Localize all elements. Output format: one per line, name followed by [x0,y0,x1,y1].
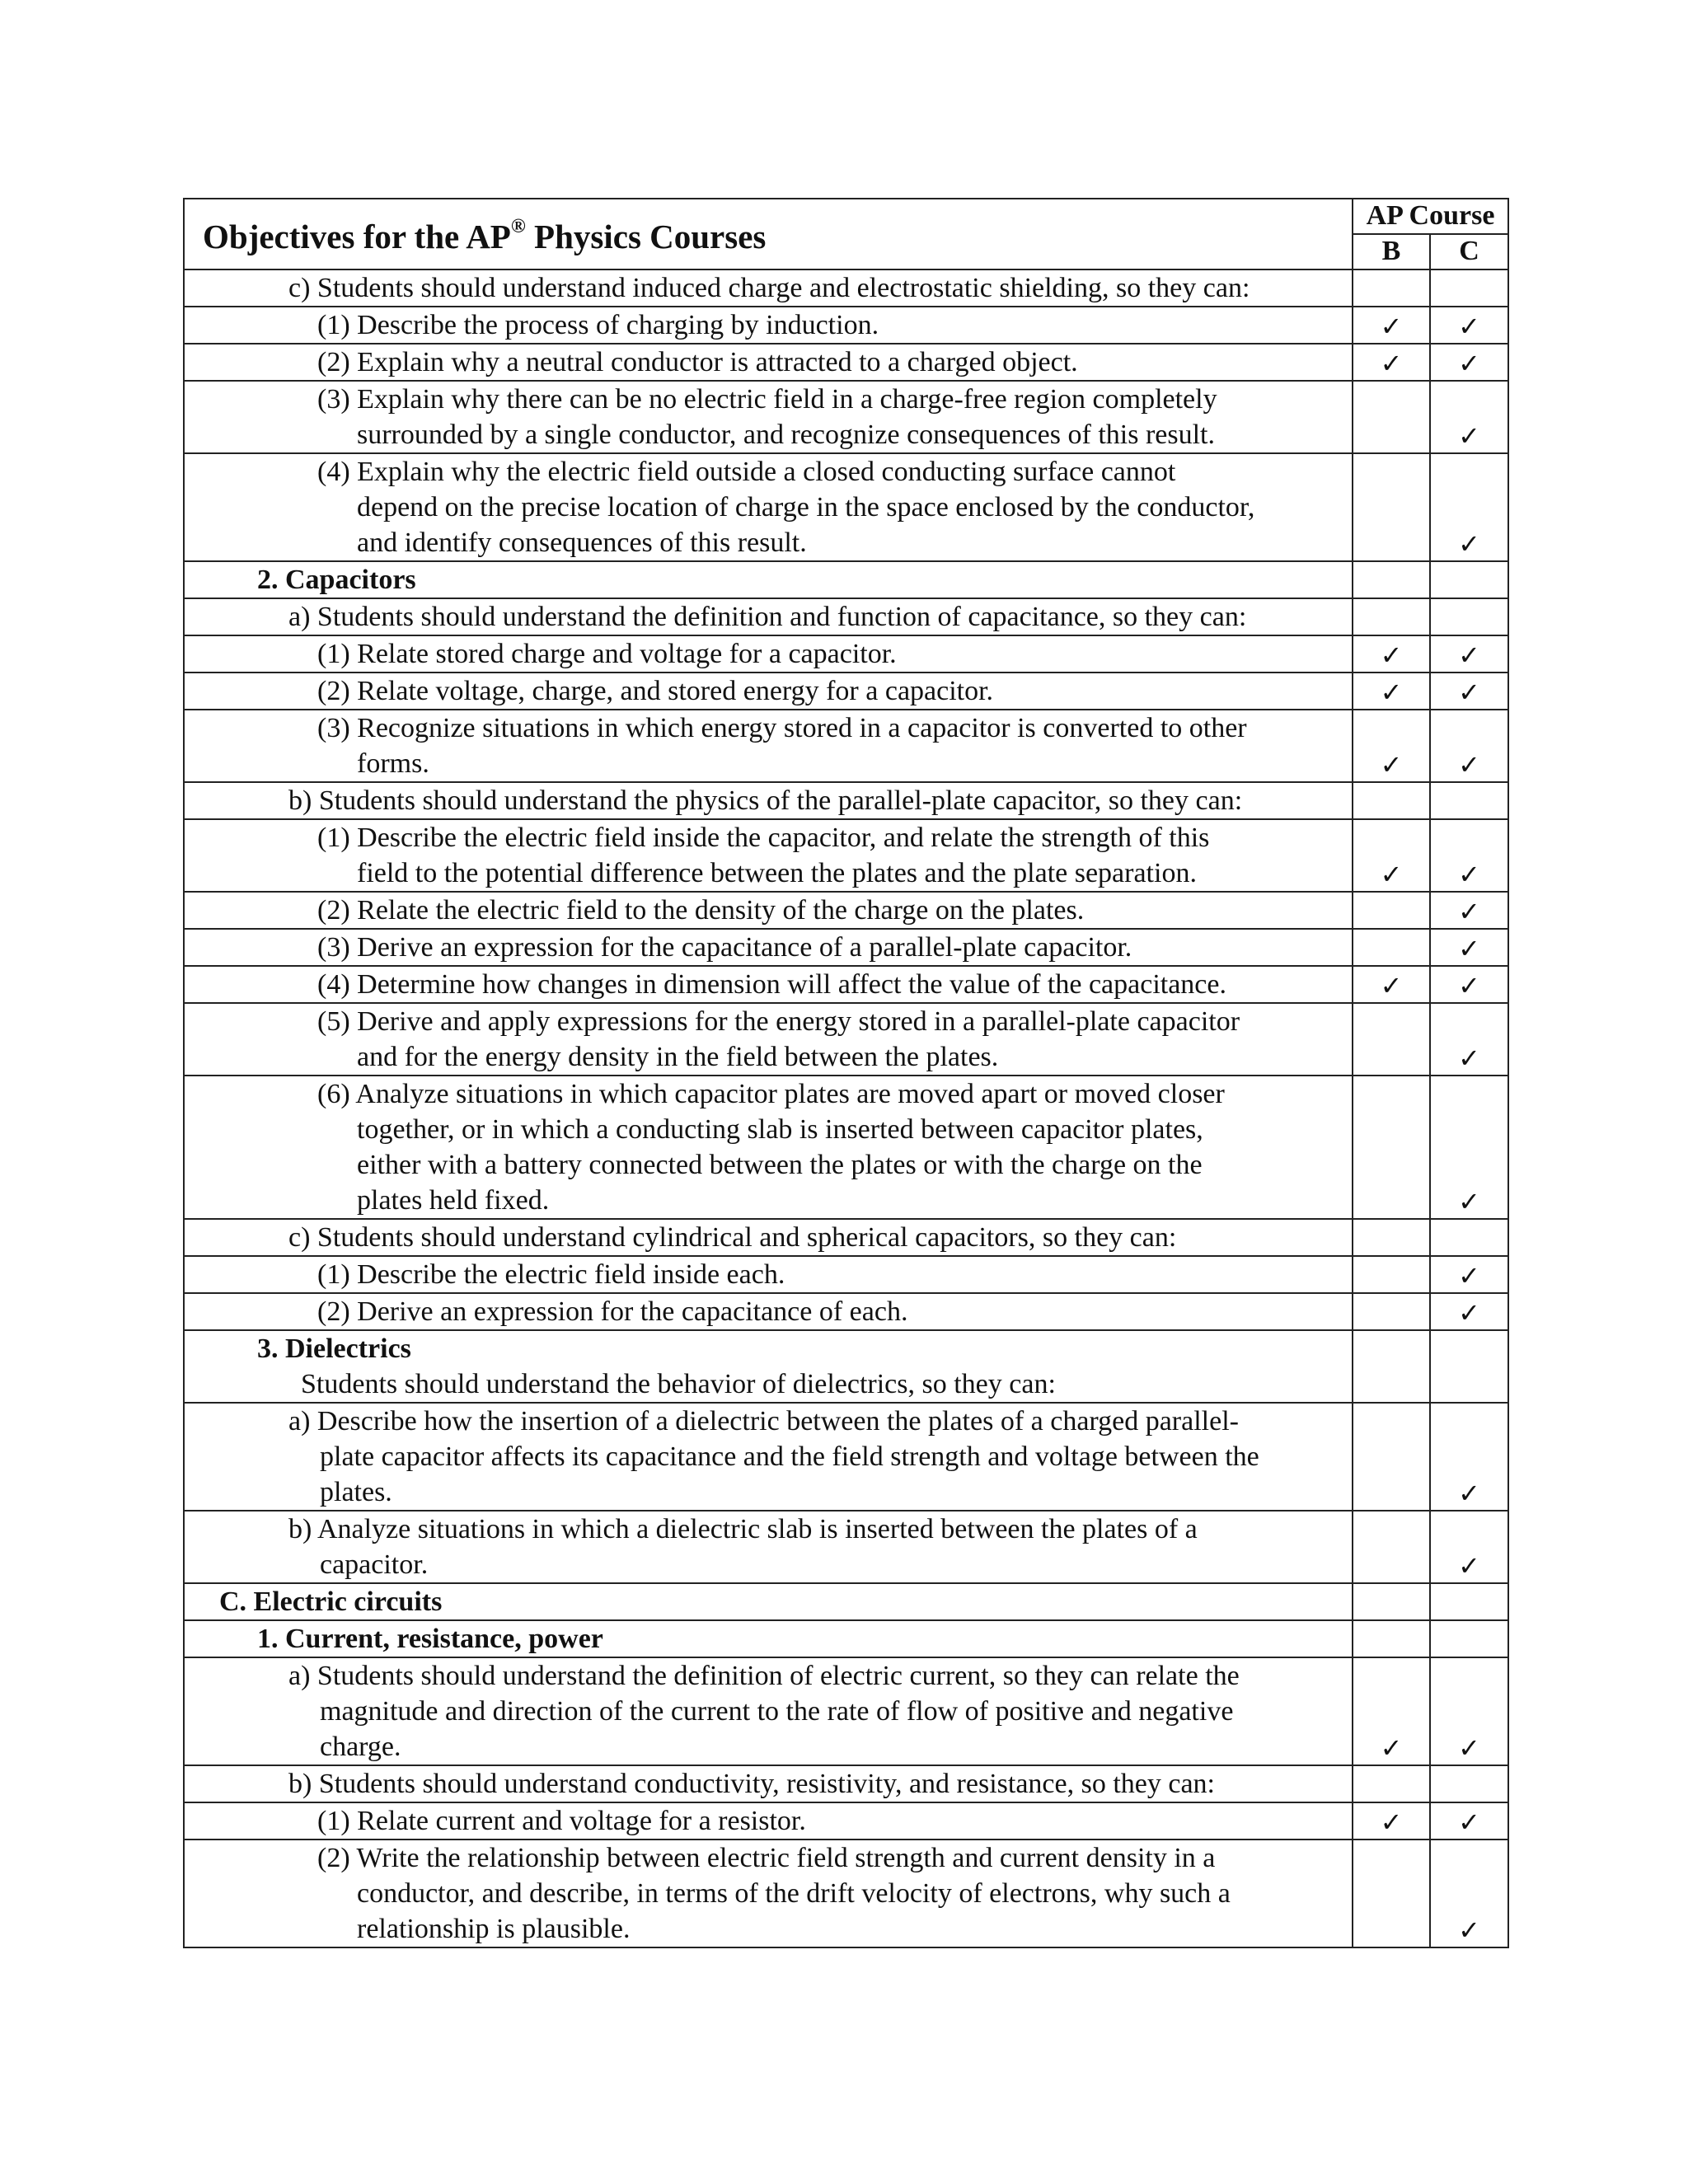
objective-text-line: 3. Dielectrics [257,1333,411,1364]
course-c-check: ✓ [1430,307,1508,344]
objectives-table-body [184,199,1508,1947]
course-b-check [1353,1219,1430,1256]
objective-row [184,929,1508,966]
objective-text-cell [184,1765,1353,1802]
objective-row [184,381,1508,453]
course-c-check [1430,1765,1508,1802]
objective-text-cell [184,598,1353,635]
course-b-check [1353,1003,1430,1076]
objective-text-cell [184,892,1353,929]
course-c-check [1430,269,1508,307]
registered-mark: ® [510,216,526,238]
course-c-check: ✓ [1430,1003,1508,1076]
objective-text-cell [184,1620,1353,1657]
objective-row [184,1620,1508,1657]
objective-row [184,782,1508,819]
course-b-check: ✓ [1353,1802,1430,1840]
objective-row [184,1219,1508,1256]
objective-row [184,598,1508,635]
objective-row [184,966,1508,1003]
objective-row [184,1293,1508,1330]
objective-text-cell [184,1657,1353,1765]
objective-text-line: b) Students should understand the physics of the parallel-plate capacitor, so they can: [288,785,1243,816]
objective-text-cell [184,1511,1353,1583]
objective-row [184,635,1508,673]
course-c-check [1430,1219,1508,1256]
objective-text-line: conductor, and describe, in terms of the drift velocity of electrons, why such a [357,1878,1231,1909]
objective-text-line: (2) Relate the electric field to the density of the charge on the plates. [317,895,1085,926]
course-b-check [1353,1403,1430,1511]
objective-text-cell [184,561,1353,598]
objective-text-line: 2. Capacitors [257,565,416,595]
course-b-check: ✓ [1353,344,1430,381]
column-c-header: C [1430,234,1508,269]
course-c-check: ✓ [1430,1256,1508,1293]
title-rest: Physics Courses [525,218,767,255]
course-b-check [1353,561,1430,598]
objective-row [184,307,1508,344]
objective-text-cell [184,1076,1353,1219]
objective-row [184,1583,1508,1620]
objective-text-cell [184,1840,1353,1947]
objective-text-cell [184,1802,1353,1840]
objective-text-line: c) Students should understand induced charge and electrostatic shielding, so they can: [288,273,1250,303]
objective-row [184,453,1508,561]
objective-text-line: b) Students should understand conductivity, resistivity, and resistance, so they can: [288,1769,1215,1799]
objective-text-cell [184,1583,1353,1620]
objective-text-line: and for the energy density in the field between the plates. [357,1042,999,1072]
objective-text-line: (2) Write the relationship between electric field strength and current density in a [317,1843,1216,1873]
objective-text-line: b) Analyze situations in which a dielectric slab is inserted between the plates of a [288,1514,1198,1544]
course-c-check [1430,782,1508,819]
objective-text-line: forms. [357,748,429,779]
objective-text-line: surrounded by a single conductor, and recognize consequences of this result. [357,419,1215,450]
course-b-check [1353,1620,1430,1657]
objective-text-cell [184,1003,1353,1076]
objective-text-cell [184,269,1353,307]
course-c-check: ✓ [1430,1076,1508,1219]
course-c-check: ✓ [1430,966,1508,1003]
objective-text-cell [184,710,1353,782]
course-b-check [1353,598,1430,635]
objective-row [184,1802,1508,1840]
objective-text-line: relationship is plausible. [357,1914,631,1944]
objective-text-line: (2) Explain why a neutral conductor is attracted to a charged object. [317,347,1078,377]
objective-row [184,1403,1508,1511]
objective-text-cell [184,307,1353,344]
objective-text-cell [184,1330,1353,1403]
objective-text-cell [184,1403,1353,1511]
ap-course-header: AP Course [1353,199,1508,234]
course-c-check: ✓ [1430,1657,1508,1765]
course-b-check: ✓ [1353,966,1430,1003]
objective-text-line: Students should understand the behavior of dielectrics, so they can: [301,1369,1056,1399]
objective-row [184,344,1508,381]
objective-row [184,1840,1508,1947]
objectives-page [183,198,1507,1948]
course-c-check [1430,561,1508,598]
course-b-check: ✓ [1353,1657,1430,1765]
course-c-check: ✓ [1430,1403,1508,1511]
course-c-check [1430,1620,1508,1657]
objective-text-line: field to the potential difference between the plates and the plate separation. [357,858,1197,888]
objective-text-line: depend on the precise location of charge in the space enclosed by the conductor, [357,492,1255,523]
objective-text-line: (3) Explain why there can be no electric field in a charge-free region completely [317,384,1217,415]
course-c-check: ✓ [1430,635,1508,673]
objective-row [184,1256,1508,1293]
objective-text-cell [184,929,1353,966]
objective-row [184,269,1508,307]
objective-text-line: c) Students should understand cylindrical and spherical capacitors, so they can: [288,1222,1177,1253]
objective-text-line: plate capacitor affects its capacitance and the field strength and voltage between the [320,1441,1259,1472]
course-c-check: ✓ [1430,453,1508,561]
course-c-check: ✓ [1430,819,1508,892]
objective-text-line: magnitude and direction of the current to the rate of flow of positive and negative [320,1696,1234,1727]
course-b-check [1353,453,1430,561]
objective-text-line: plates held fixed. [357,1185,550,1216]
table-title-cell [184,199,1353,269]
course-b-check [1353,1840,1430,1947]
course-c-check [1430,598,1508,635]
objective-text-line: (4) Explain why the electric field outside a closed conducting surface cannot [317,457,1176,487]
course-c-check: ✓ [1430,381,1508,453]
objective-text-line: (3) Recognize situations in which energy stored in a capacitor is converted to other [317,713,1247,743]
objective-text-line: charge. [320,1732,401,1762]
course-c-check: ✓ [1430,892,1508,929]
course-c-check: ✓ [1430,344,1508,381]
objective-text-line: a) Describe how the insertion of a dielectric between the plates of a charged parallel- [288,1406,1239,1436]
objective-text-line: (1) Describe the process of charging by induction. [317,310,879,340]
objective-row [184,710,1508,782]
objective-text-line: (1) Describe the electric field inside the capacitor, and relate the strength of this [317,823,1210,853]
objective-text-cell [184,1293,1353,1330]
objective-row [184,1330,1508,1403]
course-c-check: ✓ [1430,929,1508,966]
objective-text-line: (2) Derive an expression for the capacitance of each. [317,1296,908,1327]
objective-row [184,561,1508,598]
objective-text-line: (3) Derive an expression for the capacitance of a parallel-plate capacitor. [317,932,1132,963]
objective-row [184,1003,1508,1076]
header-row-1 [184,199,1508,234]
objective-text-cell [184,673,1353,710]
objective-row [184,1765,1508,1802]
objective-text-cell [184,819,1353,892]
objective-text-line: a) Students should understand the definition of electric current, so they can relate the [288,1661,1240,1691]
course-b-check: ✓ [1353,710,1430,782]
course-b-check [1353,892,1430,929]
objective-row [184,1511,1508,1583]
course-b-check [1353,1076,1430,1219]
course-b-check [1353,1293,1430,1330]
objective-text-line: either with a battery connected between the plates or with the charge on the [357,1150,1203,1180]
objective-text-cell [184,1256,1353,1293]
course-b-check [1353,782,1430,819]
objective-row [184,892,1508,929]
course-c-check: ✓ [1430,1511,1508,1583]
objective-text-cell [184,635,1353,673]
course-c-check: ✓ [1430,710,1508,782]
course-c-check: ✓ [1430,1293,1508,1330]
objective-text-cell [184,381,1353,453]
course-b-check [1353,1765,1430,1802]
objectives-table [183,198,1509,1948]
objective-text-cell [184,966,1353,1003]
objective-text-line: (1) Describe the electric field inside each. [317,1259,785,1290]
objective-text-line: (1) Relate current and voltage for a resistor. [317,1806,806,1836]
objective-row [184,1657,1508,1765]
course-b-check: ✓ [1353,635,1430,673]
objective-text-line: together, or in which a conducting slab is inserted between capacitor plates, [357,1114,1203,1145]
objective-text-line: C. Electric circuits [219,1586,443,1617]
course-c-check: ✓ [1430,1840,1508,1947]
course-b-check [1353,929,1430,966]
objective-text-cell [184,782,1353,819]
objective-text-line: 1. Current, resistance, power [257,1624,603,1654]
objective-row [184,673,1508,710]
objective-text-line: (4) Determine how changes in dimension will affect the value of the capacitance. [317,969,1226,1000]
course-c-check [1430,1330,1508,1403]
objective-text-cell [184,1219,1353,1256]
course-b-check [1353,269,1430,307]
objective-row [184,1076,1508,1219]
objective-text-line: capacitor. [320,1549,429,1580]
objective-text-line: plates. [320,1477,392,1507]
course-c-check: ✓ [1430,1802,1508,1840]
course-b-check: ✓ [1353,307,1430,344]
course-b-check [1353,1511,1430,1583]
objective-row [184,819,1508,892]
course-b-check [1353,1256,1430,1293]
objective-text-line: (2) Relate voltage, charge, and stored energy for a capacitor. [317,676,994,706]
course-c-check [1430,1583,1508,1620]
course-b-check [1353,1330,1430,1403]
course-c-check: ✓ [1430,673,1508,710]
objective-text-line: (5) Derive and apply expressions for the energy stored in a parallel-plate capacitor [317,1006,1240,1037]
objective-text-line: and identify consequences of this result. [357,527,807,558]
column-b-header: B [1353,234,1430,269]
page-title [203,216,767,255]
course-b-check: ✓ [1353,673,1430,710]
objective-text-cell [184,453,1353,561]
title-main: Objectives for the AP [203,218,511,255]
objective-text-line: (1) Relate stored charge and voltage for a capacitor. [317,639,897,669]
course-b-check [1353,381,1430,453]
course-b-check: ✓ [1353,819,1430,892]
objective-text-cell [184,344,1353,381]
course-b-check [1353,1583,1430,1620]
objective-text-line: (6) Analyze situations in which capacitor plates are moved apart or moved closer [317,1079,1225,1109]
objective-text-line: a) Students should understand the definition and function of capacitance, so they can: [288,602,1247,632]
